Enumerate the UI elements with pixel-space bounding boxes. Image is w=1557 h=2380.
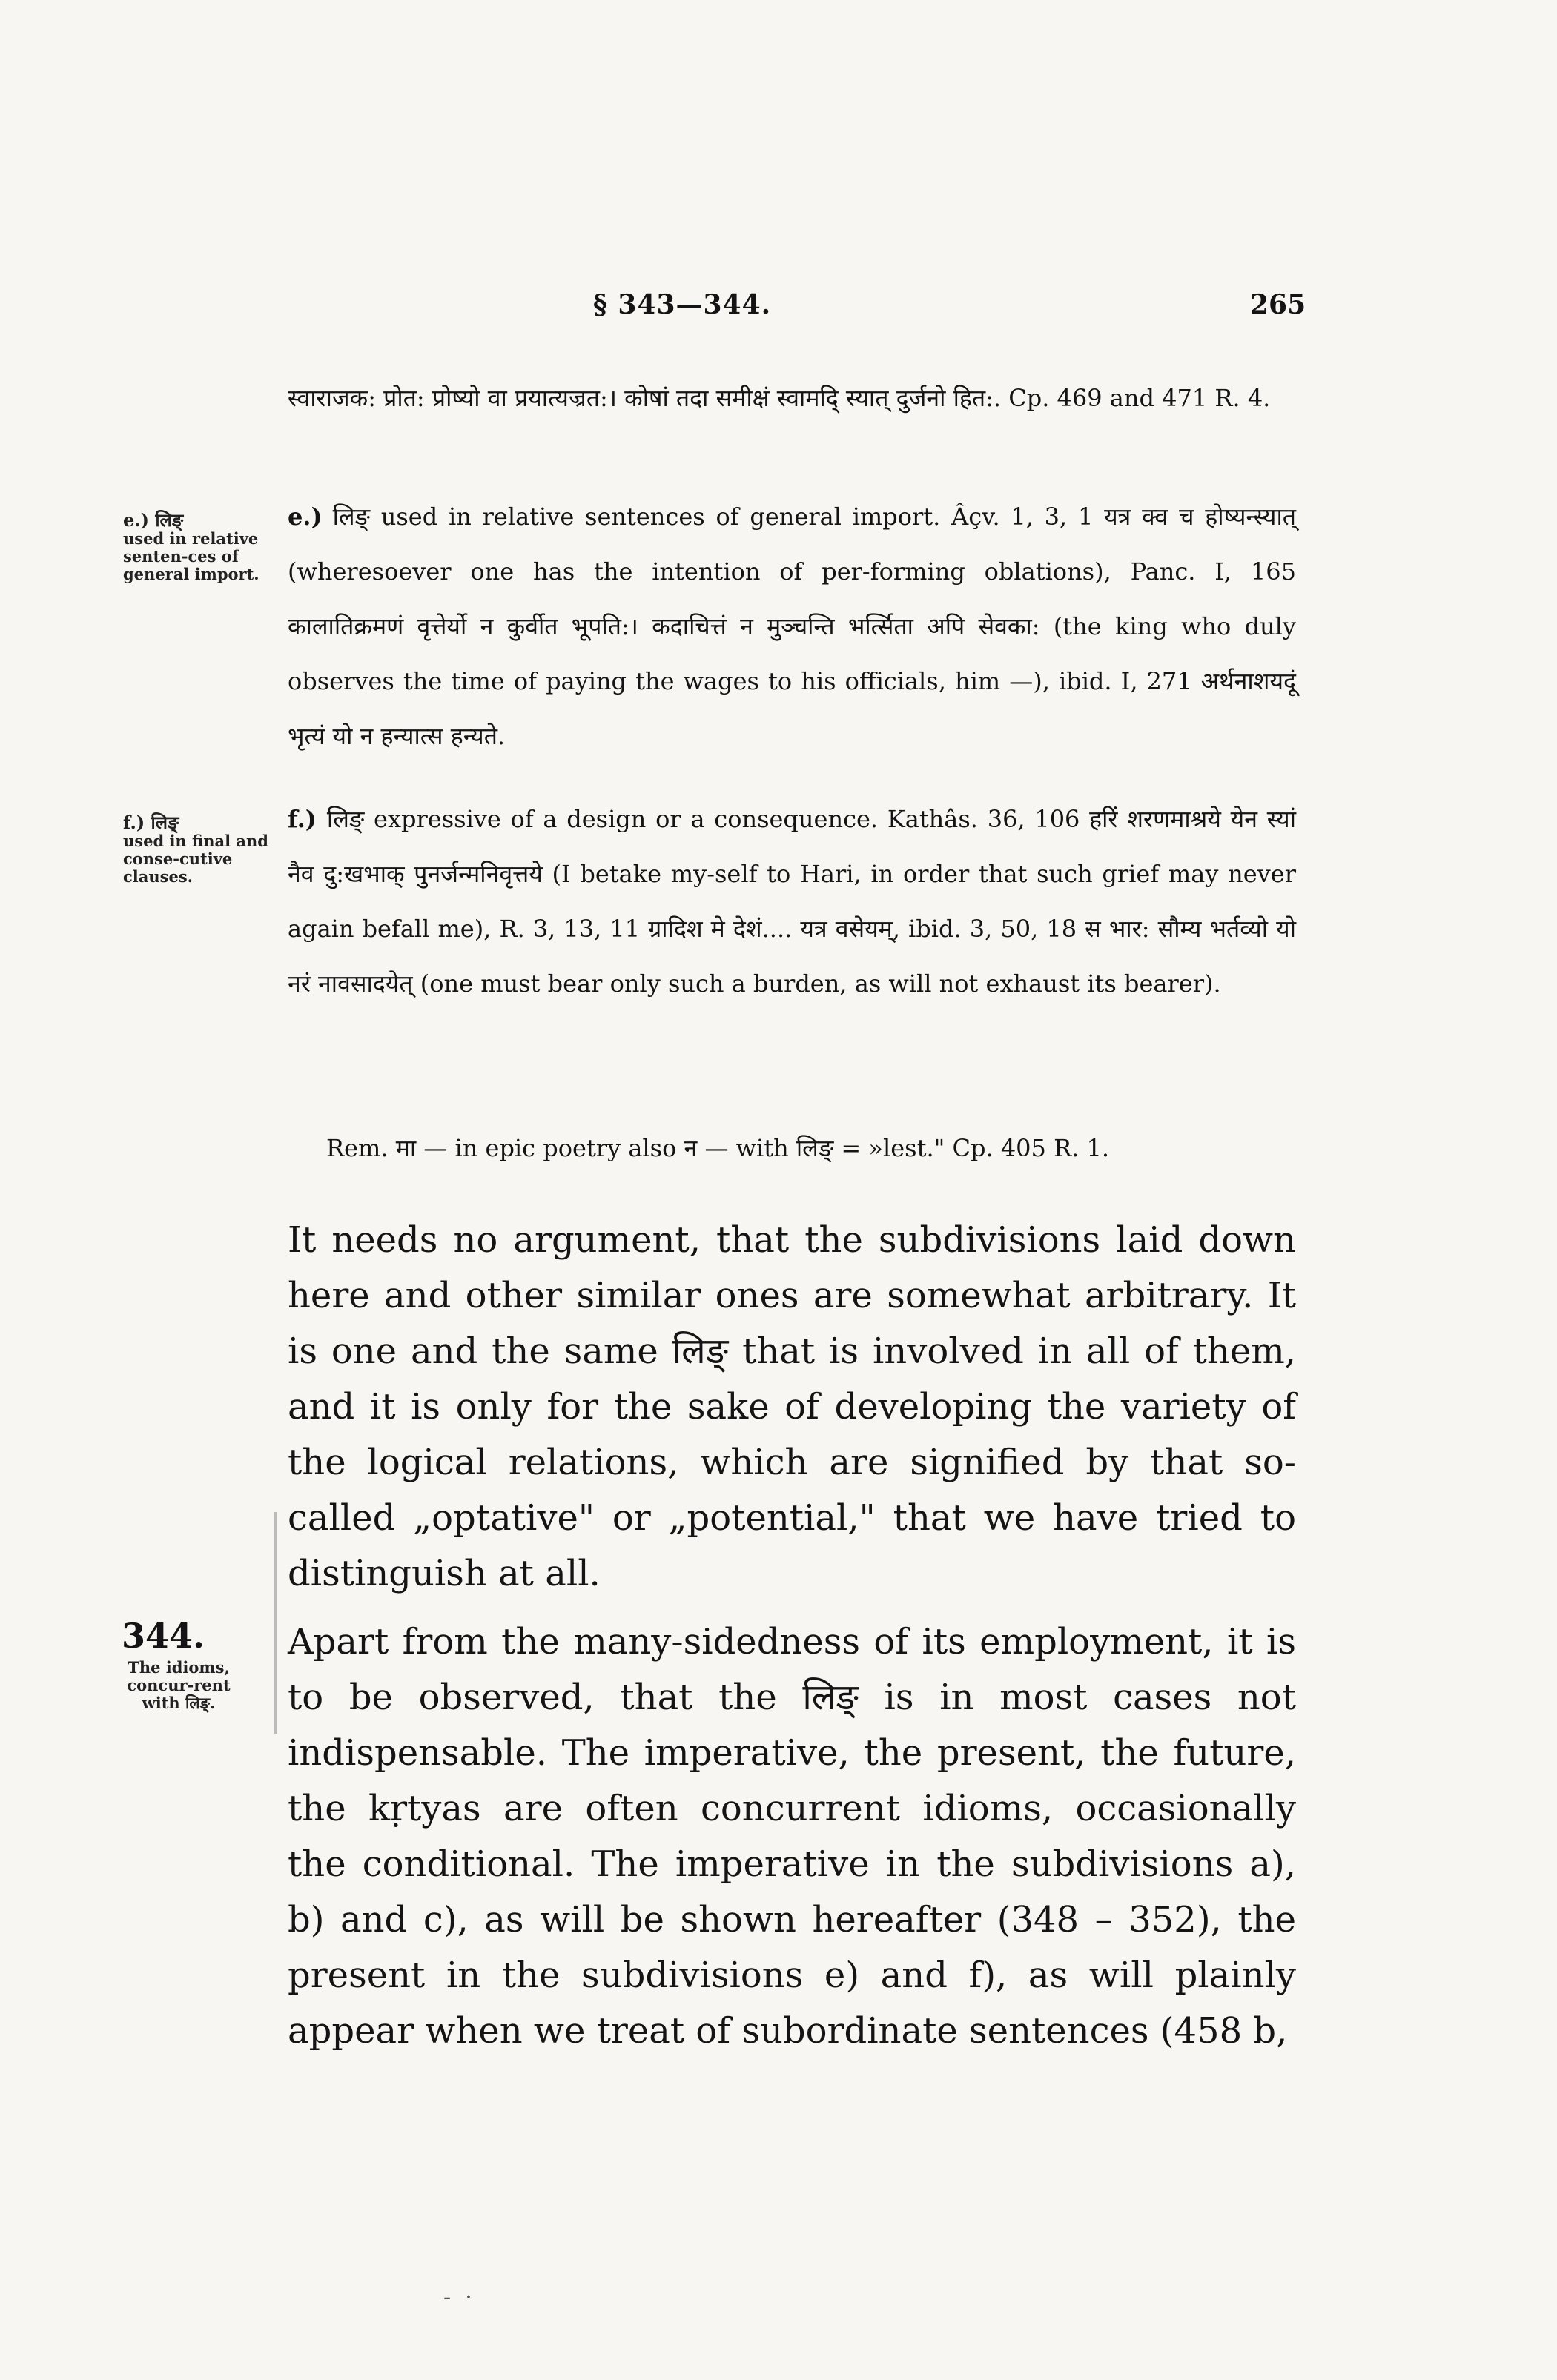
- margin-note-344-text: The idioms, concur-rent with लिङ्.: [127, 1658, 231, 1712]
- section-range: § 343—344.: [593, 289, 772, 320]
- margin-note-344: [123, 1659, 234, 1712]
- margin-note-f-label: f.) लिङ्: [123, 812, 179, 833]
- margin-note-f-text: used in final and conse-cutive clauses.: [123, 832, 268, 886]
- continuation-paragraph: [288, 371, 1296, 425]
- paragraph-e-label: e.): [288, 503, 323, 531]
- margin-note-f: [123, 814, 279, 886]
- section-344-number: 344.: [122, 1616, 205, 1656]
- remark: [326, 1121, 1296, 1176]
- running-header: [0, 289, 1557, 334]
- paragraph-f-label: f.): [288, 805, 317, 833]
- continuation-text: स्वाराजक: प्रोत: प्रोष्यो वा प्रयात्‍यज्रत:। कोषां तदा समीक्षं स्वामदि् स्यात् दुर्जनो हित:. Cp. 469 and 471 R. 4.: [288, 384, 1271, 412]
- paragraph-subdivisions: [288, 1213, 1296, 1602]
- remark-text: Rem. मा — in epic poetry also न — with लिङ् = »lest." Cp. 405 R. 1.: [326, 1134, 1110, 1162]
- margin-note-e: [123, 511, 279, 583]
- stray-mark: - ·: [443, 2284, 472, 2310]
- page-number: 265: [1250, 289, 1306, 320]
- paragraph-f-text: लिङ् expressive of a design or a consequence. Kathâs. 36, 106 हरिं शरणमाश्रये येन स्यां नैव दु:खभाक् पुनर्जन्मनिवृत्तये (I betake my-self to Hari, in order that such grief may never again befall me), R. 3, 13, 11 ग्रादिश मे देशं.... यत्र वसेयम्, ibid. 3, 50, 18 स भार: सौम्य भर्तव्यो यो नरं नावसादयेत् (one must bear only such a burden, as will not exhaust its bearer).: [288, 805, 1296, 998]
- paragraph-344: [288, 1614, 1296, 2059]
- paragraph-e: [288, 489, 1296, 763]
- paragraph-subdivisions-text: It needs no argument, that the subdivisions laid down here and other similar ones are somewhat arbitrary. It is one and the same लिङ् that is involved in all of them, and it is only for the sake of developing the variety of the logical relations, which are signified by that so-called „optative" or „potential," that we have tried to distinguish at all.: [288, 1219, 1296, 1594]
- paragraph-f: [288, 792, 1296, 1011]
- margin-rule: [274, 1512, 277, 1734]
- margin-note-e-label: e.) लिङ्: [123, 509, 184, 531]
- margin-note-e-text: used in relative senten-ces of general import.: [123, 529, 260, 583]
- paragraph-344-text: Apart from the many-sidedness of its employment, it is to be observed, that the लिङ् is in most cases not indispensable. The imperative, the present, the future, the kṛtyas are often concurrent idioms, occasionally the conditional. The imperative in the subdivisions a), b) and c), as will be shown hereafter (348 – 352), the present in the subdivisions e) and f), as will plainly appear when we treat of subordinate sentences (458 b,: [288, 1621, 1296, 2052]
- paragraph-e-text: लिङ् used in relative sentences of general import. Âçv. 1, 3, 1 यत्र क्व च होष्यन्स्यात् (wheresoever one has the intention of per-forming oblations), Panc. I, 165 कालातिक्रमणं वृत्तेर्यो न कुर्वीत भूपति:। कदाचित्तं न मुञ्चन्ति भर्त्सिता अपि सेवका: (the king who duly observes the time of paying the wages to his officials, him —), ibid. I, 271 अर्थनाशयदूं भृत्यं यो न हन्यात्स हन्यते.: [288, 503, 1296, 750]
